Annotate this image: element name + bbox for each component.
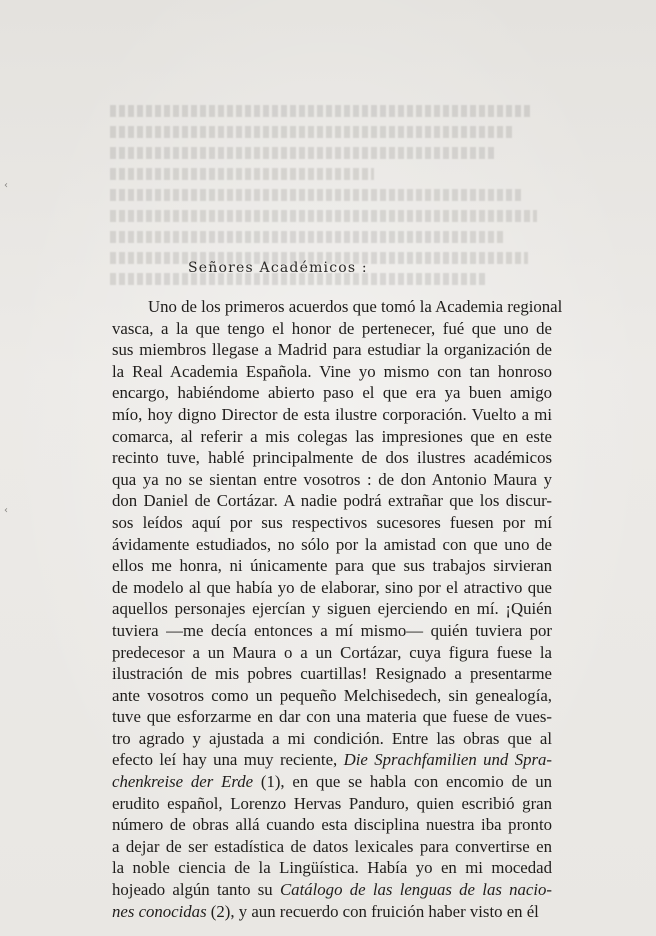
text-line-with-title xyxy=(112,749,552,771)
book-title-italic: chenkreise der Erde xyxy=(112,772,254,792)
text-line: recinto tuve, hablé principalmente de dos ilustres académicos xyxy=(112,448,552,468)
text-line: sos leídos aquí por sus respectivos sucesores fuesen por mí xyxy=(112,512,552,532)
text-line: tro agrado y ajustada a mi condición. Entre las obras que al xyxy=(112,728,552,748)
text-line: vasca, a la que tengo el honor de pertenecer, fué que uno de xyxy=(112,318,552,338)
text-line: la noble ciencia de la Lingüística. Había yo en mi mocedad xyxy=(112,858,552,878)
text-line: aquellos personajes ejercían y siguen ejerciendo en mí. ¡Quién xyxy=(112,599,552,619)
text-line: predecesor a un Maura o a un Cortázar, cuya figura fuese la xyxy=(112,642,552,662)
book-title-italic: Catálogo de las lenguas de las nacio- xyxy=(279,880,553,900)
left-edge-mark: ‹ xyxy=(4,180,8,191)
text-line: la Real Academia Española. Vine yo mismo con tan honroso xyxy=(112,361,552,381)
text-span: , y aun recuerdo con fruición haber visto en él xyxy=(230,901,539,921)
text-line: ilustración de mis pobres cuartillas! Resignado a presentarme xyxy=(112,664,552,684)
left-edge-mark-2: ‹ xyxy=(4,505,8,516)
text-line: don Daniel de Cortázar. A nadie podrá extrañar que los discur- xyxy=(112,491,552,511)
text-line: comarca, al referir a mis colegas las impresiones que en este xyxy=(112,426,552,446)
text-line: tuviera —me decía entonces a mí mismo— quién tuviera por xyxy=(112,620,552,640)
book-title-italic: nes conocidas xyxy=(112,901,207,921)
text-line-with-title xyxy=(112,879,552,901)
text-line: mío, hoy digno Director de esta ilustre corporación. Vuelto a mi xyxy=(112,404,552,424)
book-title-italic: Die Sprachfamilien und Spra- xyxy=(343,750,552,770)
text-span: efecto leí hay una muy reciente, xyxy=(112,750,338,770)
salutation-heading: Señores Académicos : xyxy=(188,260,368,276)
text-span: hojeado algún tanto su xyxy=(112,880,273,900)
text-line: a dejar de ser estadística de datos lexicales para convertirse en xyxy=(112,836,552,856)
footnote-ref-text: (1), en que se habla con encomio de un xyxy=(253,772,552,792)
text-line: ellos me honra, ni únicamente para que sus trabajos sirvieran xyxy=(112,556,552,576)
text-line: número de obras allá cuando esta disciplina nuestra iba pronto xyxy=(112,815,552,835)
text-line: encargo, habiéndome abierto paso el que era ya buen amigo xyxy=(112,383,552,403)
text-line-with-title xyxy=(112,771,552,793)
text-line: erudito español, Lorenzo Hervas Panduro, quien escribió gran xyxy=(112,793,552,813)
text-line: qua ya no se sientan entre vosotros : de don Antonio Maura y xyxy=(112,469,552,489)
text-line: Uno de los primeros acuerdos que tomó la Academia regional xyxy=(148,297,563,316)
text-line: tuve que esforzarme en dar con una materia que fuese de vues- xyxy=(112,707,552,727)
body-paragraph xyxy=(112,296,563,922)
text-line: ante vosotros como un pequeño Melchisedech, sin genealogía, xyxy=(112,685,552,705)
text-line: ávidamente estudiados, no sólo por la amistad con que uno de xyxy=(112,534,552,554)
text-line: sus miembros llegase a Madrid para estudiar la organización de xyxy=(112,340,552,360)
footnote-ref-text: (2) xyxy=(206,901,231,921)
text-line: de modelo al que había yo de elaborar, sino por el atractivo que xyxy=(112,577,552,597)
text-line-with-title xyxy=(112,901,552,923)
